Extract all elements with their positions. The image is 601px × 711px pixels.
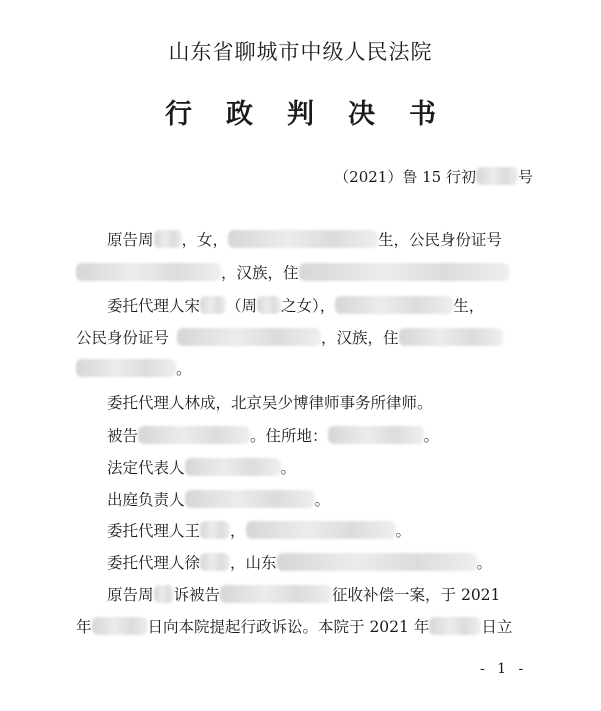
paragraph-line — [107, 457, 296, 479]
redacted-region — [257, 296, 281, 314]
text-segment: 。 — [476, 554, 493, 572]
text-segment: 法定代表人 — [107, 459, 185, 477]
paragraph-line — [107, 584, 500, 606]
paragraph-line — [76, 262, 509, 284]
paragraph-line — [107, 520, 411, 542]
redacted-region — [328, 426, 424, 444]
redacted-region — [335, 296, 453, 314]
text-segment: 生，公民身份证号 — [378, 231, 503, 249]
text-segment: 之女）， — [281, 297, 336, 315]
redacted-region — [200, 553, 230, 571]
redacted-region — [399, 328, 503, 346]
paragraph-line: 委托代理人林成，北京吴少博律师事务所律师。 — [107, 394, 433, 412]
redacted-region — [154, 585, 174, 603]
text-segment: 。 — [395, 522, 412, 540]
redacted-region — [138, 426, 250, 444]
redacted-region — [299, 263, 509, 281]
paragraph-line — [107, 489, 330, 511]
redacted-region — [177, 328, 321, 346]
text-segment: 。 — [314, 491, 331, 509]
text-segment: 。 — [280, 459, 297, 477]
redacted-region — [185, 458, 281, 476]
redacted-region — [154, 230, 182, 248]
text-segment: （周 — [226, 297, 258, 315]
redacted-region — [76, 359, 176, 377]
text-segment: ，女， — [181, 231, 229, 249]
text-segment: 。 — [176, 360, 192, 378]
case-number-prefix: （2021）鲁 15 行初 — [334, 168, 476, 186]
text-segment: 。 — [423, 427, 440, 445]
paragraph-line — [76, 327, 503, 349]
paragraph-line — [107, 295, 484, 317]
redacted-region — [476, 167, 518, 185]
text-segment: 生， — [453, 297, 485, 315]
paragraph-line — [107, 425, 439, 447]
text-segment: ，山东 — [230, 554, 277, 572]
redacted-region — [220, 585, 332, 603]
redacted-region — [277, 553, 477, 571]
text-segment: 原告周 — [107, 231, 154, 249]
paragraph-line — [107, 552, 492, 574]
redacted-region — [200, 521, 230, 539]
case-number — [334, 166, 533, 187]
text-segment: 年 — [76, 618, 92, 636]
text-segment: 征收补偿一案，于 2021 — [332, 586, 501, 604]
text-segment: ，汉族，住 — [321, 329, 399, 347]
paragraph-line — [76, 616, 512, 638]
redacted-region — [92, 617, 148, 635]
case-number-suffix: 号 — [517, 168, 533, 186]
text-segment: 诉被告 — [173, 586, 221, 604]
paragraph-line — [76, 358, 192, 380]
text-segment: 日向本院提起行政诉讼。本院于 2021 年 — [147, 618, 430, 636]
text-segment: 。住所地： — [250, 427, 328, 445]
text-segment: 公民身份证号 — [76, 329, 170, 347]
paragraph-line — [107, 229, 502, 251]
text-segment: ， — [230, 522, 246, 540]
redacted-region — [200, 296, 226, 314]
text-segment: 委托代理人徐 — [107, 554, 201, 572]
document-title: 行政判决书 — [165, 99, 470, 130]
text-segment: 出庭负责人 — [107, 491, 185, 509]
text-segment: 委托代理人宋 — [107, 297, 201, 315]
redacted-region — [429, 617, 481, 635]
redacted-region — [76, 263, 221, 281]
redacted-region — [185, 490, 315, 508]
text-segment: ，汉族，住 — [221, 264, 299, 282]
text-segment: 日立 — [481, 618, 513, 636]
redacted-region — [228, 230, 378, 248]
text-segment: 委托代理人王 — [107, 522, 201, 540]
court-name: 山东省聊城市中级人民法院 — [168, 40, 433, 64]
text-segment: 原告周 — [107, 586, 154, 604]
redacted-region — [246, 521, 396, 539]
page-number: - 1 - — [480, 661, 528, 677]
text-segment: 被告 — [107, 427, 139, 445]
